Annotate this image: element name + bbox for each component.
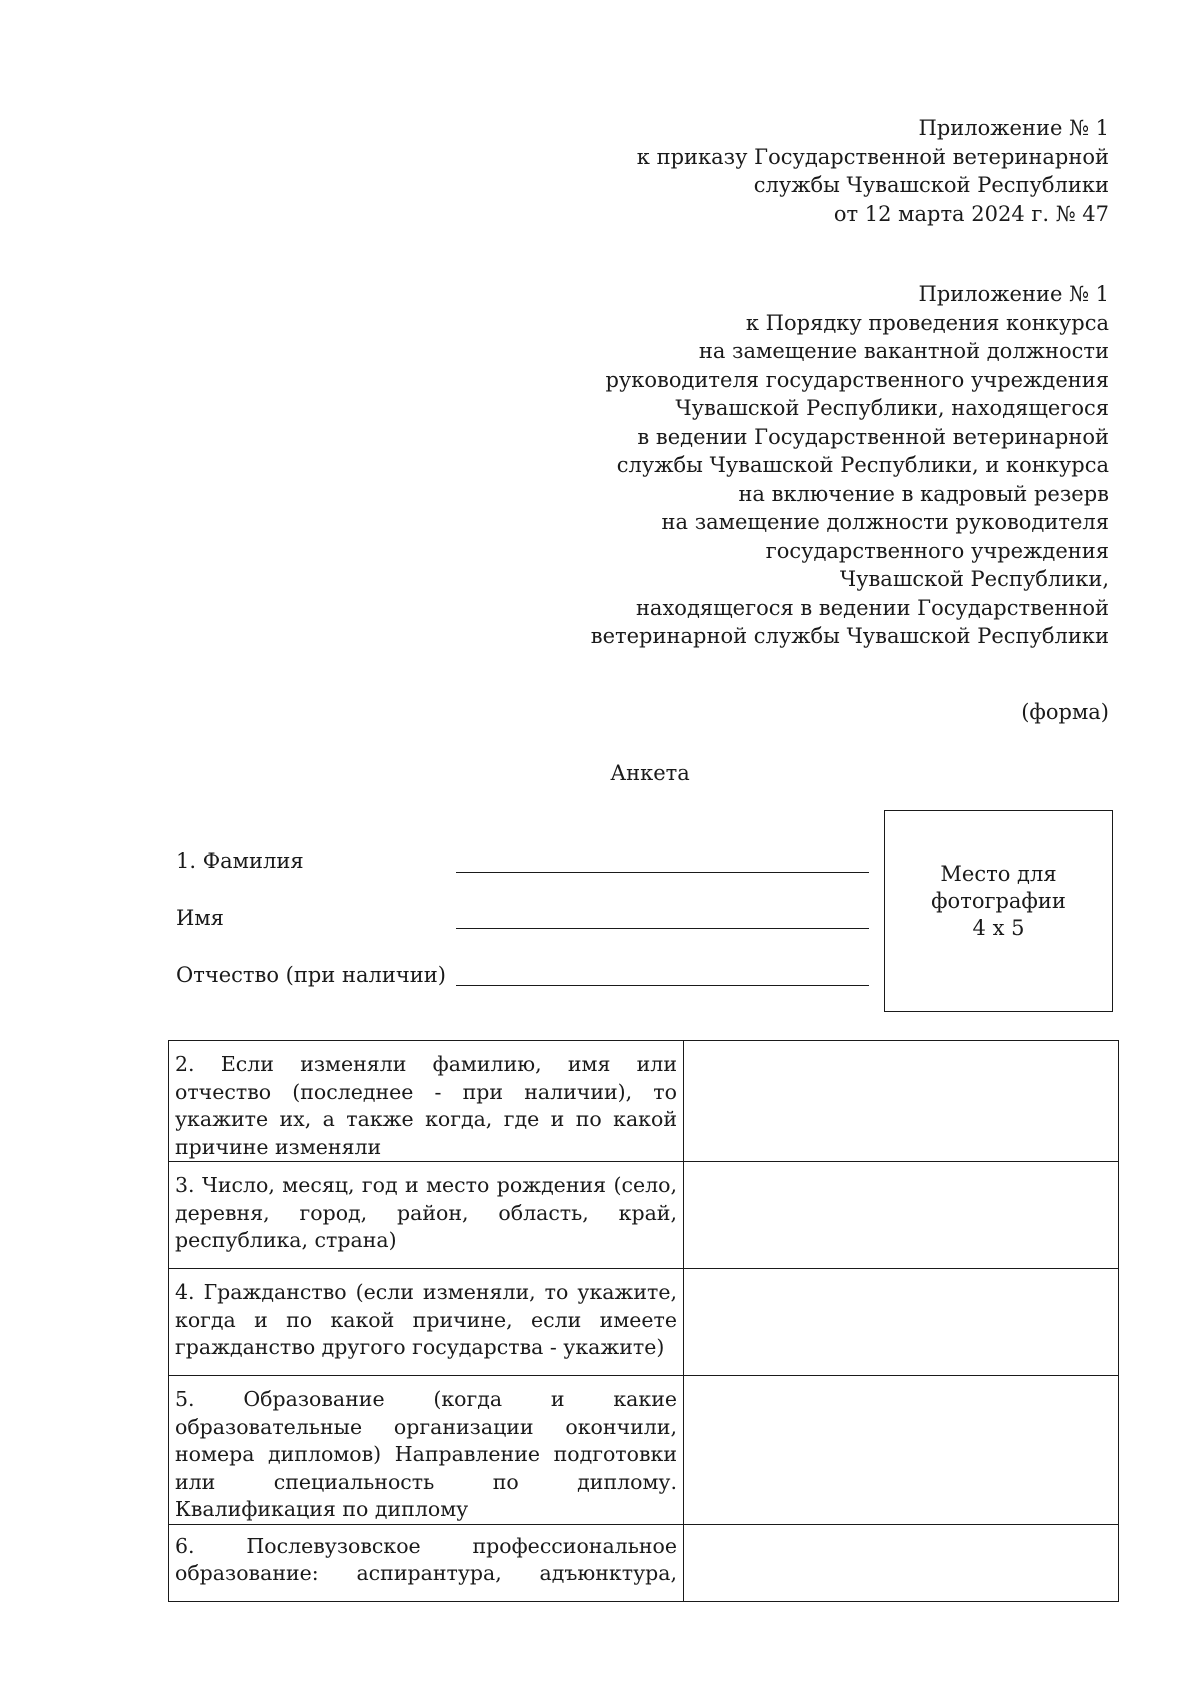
photo-caption-line: Место для — [940, 862, 1057, 886]
question-cell: 2. Если изменяли фамилию, имя или отчество (последнее - при наличии), то укажите их, а также когда, где и по какой причине изменяли — [169, 1041, 684, 1162]
header-line: на замещение должности руководителя — [661, 510, 1109, 534]
patronymic-field[interactable] — [456, 985, 869, 986]
question-cell: 4. Гражданство (если изменяли, то укажите, когда и по какой причине, если имеете гражданство другого государства - укажите) — [169, 1269, 684, 1376]
answer-cell[interactable] — [684, 1162, 1119, 1269]
form-note: (форма) — [1021, 700, 1109, 724]
answer-cell[interactable] — [684, 1524, 1119, 1601]
surname-label: 1. Фамилия — [176, 849, 304, 873]
patronymic-label: Отчество (при наличии) — [176, 963, 446, 987]
answer-cell[interactable] — [684, 1269, 1119, 1376]
photo-placeholder — [884, 810, 1113, 1012]
header-line: Приложение № 1 — [918, 282, 1109, 306]
header-line: ветеринарной службы Чувашской Республики — [590, 624, 1109, 648]
table-row — [169, 1162, 1119, 1269]
photo-caption-line: фотографии — [931, 889, 1066, 913]
table-row — [169, 1269, 1119, 1376]
order-attachment-header — [637, 114, 1109, 228]
photo-caption-line: 4 х 5 — [972, 916, 1025, 940]
question-cell: 3. Число, месяц, год и место рождения (село, деревня, город, район, область, край, республика, страна) — [169, 1162, 684, 1269]
header-line: к приказу Государственной ветеринарной — [636, 144, 1109, 169]
header-line: в ведении Государственной ветеринарной — [637, 424, 1109, 449]
answer-cell[interactable] — [684, 1376, 1119, 1525]
answer-cell[interactable] — [684, 1041, 1119, 1162]
questionnaire-table — [168, 1040, 1119, 1602]
table-row — [169, 1041, 1119, 1162]
name-label: Имя — [176, 906, 224, 930]
header-line: на включение в кадровый резерв — [738, 481, 1109, 506]
photo-caption — [885, 861, 1112, 942]
question-line: образование: аспирантура, адъюнктура, — [175, 1561, 677, 1585]
header-line: Чувашской Республики, — [839, 567, 1109, 591]
header-line: Чувашской Республики, находящегося — [675, 396, 1109, 420]
header-line: на замещение вакантной должности — [698, 339, 1109, 363]
header-line: государственного учреждения — [765, 538, 1109, 563]
header-line: от 12 марта 2024 г. № 47 — [833, 201, 1109, 226]
header-line: к Порядку проведения конкурса — [745, 310, 1109, 335]
question-cell: 5. Образование (когда и какие образовательные организации окончили, номера дипломов) Направление подготовки или специальность по диплому. Квалификация по диплому — [169, 1376, 684, 1525]
procedure-attachment-header — [591, 280, 1109, 651]
document-title: Анкета — [610, 761, 690, 785]
header-line: службы Чувашской Республики, и конкурса — [616, 453, 1109, 477]
name-field[interactable] — [456, 928, 869, 929]
table-row — [169, 1376, 1119, 1525]
header-line: службы Чувашской Республики — [753, 173, 1109, 197]
table-row — [169, 1524, 1119, 1601]
header-line: руководителя государственного учреждения — [605, 367, 1109, 392]
surname-field[interactable] — [456, 872, 869, 873]
question-line: 6. Послевузовское профессиональное — [175, 1533, 677, 1558]
question-cell — [169, 1524, 684, 1601]
header-line: находящегося в ведении Государственной — [635, 595, 1109, 620]
header-line: Приложение № 1 — [918, 116, 1109, 140]
